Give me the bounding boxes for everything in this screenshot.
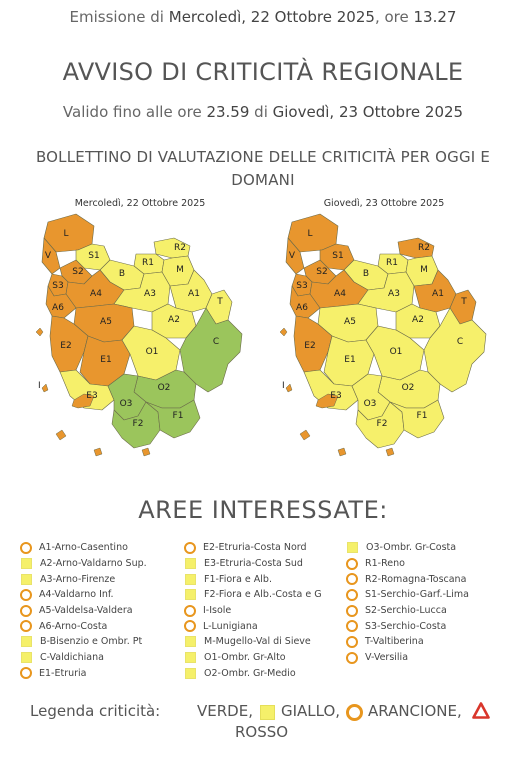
zone-label-f1: F1 xyxy=(172,411,184,421)
area-item xyxy=(184,571,322,587)
zone-label-e1: E1 xyxy=(100,355,112,365)
zone-label-s2: S2 xyxy=(72,267,84,277)
area-item xyxy=(346,634,469,650)
area-item xyxy=(20,556,147,572)
area-item xyxy=(20,571,147,587)
aree-title: AREE INTERESSATE: xyxy=(138,496,388,524)
zone-label-a2: A2 xyxy=(412,315,424,325)
zone-label-l: L xyxy=(63,229,69,239)
island-5 xyxy=(94,448,102,456)
area-item xyxy=(20,634,147,650)
orange-circle-icon xyxy=(346,558,358,570)
zone-label-f1: F1 xyxy=(416,411,428,421)
zone-label-s3: S3 xyxy=(296,281,308,291)
zone-label-i: I xyxy=(282,381,285,391)
emission-prefix: Emissione di xyxy=(69,8,169,26)
zone-label-b: B xyxy=(362,269,370,279)
area-label: A3-Arno-Firenze xyxy=(40,573,116,585)
zone-label-c: C xyxy=(456,337,464,347)
warning-triangle-icon xyxy=(472,702,490,723)
valid-prefix: Valido fino alle ore xyxy=(62,103,207,121)
zone-label-f2: F2 xyxy=(376,419,388,429)
map-today-svg xyxy=(34,212,246,458)
zone-label-a3: A3 xyxy=(388,289,400,299)
orange-circle-icon xyxy=(346,636,358,648)
orange-circle-icon xyxy=(184,605,196,617)
area-item xyxy=(20,650,147,666)
area-label: A5-Valdelsa-Valdera xyxy=(39,605,133,617)
island-4 xyxy=(56,430,66,440)
legend-arancione: ARANCIONE, xyxy=(368,702,462,720)
yellow-square-icon xyxy=(21,652,32,663)
area-label: V-Versilia xyxy=(365,652,409,664)
zone-label-a4: A4 xyxy=(90,289,102,299)
area-label: B-Bisenzio e Ombr. Pt xyxy=(40,636,143,648)
area-item xyxy=(20,603,147,619)
yellow-square-icon xyxy=(185,589,196,600)
orange-circle-icon xyxy=(346,573,358,585)
zone-label-r1: R1 xyxy=(142,258,154,268)
area-label: F2-Fiora e Alb.-Costa e G xyxy=(204,589,322,601)
zone-label-r2: R2 xyxy=(174,243,186,253)
orange-circle-icon xyxy=(346,605,358,617)
orange-circle-icon xyxy=(20,589,32,601)
legend-verde: VERDE, xyxy=(197,702,253,720)
area-label: O3-Ombr. Gr-Costa xyxy=(366,542,457,554)
emission-mid: , ore xyxy=(374,8,414,26)
zone-label-o2: O2 xyxy=(157,383,171,393)
zone-label-i: I xyxy=(38,381,41,391)
area-label: C-Valdichiana xyxy=(40,652,104,664)
area-item xyxy=(346,540,469,556)
area-label: E1-Etruria xyxy=(39,667,87,679)
zone-label-o3: O3 xyxy=(119,399,133,409)
area-item xyxy=(346,603,469,619)
area-label: R1-Reno xyxy=(365,558,405,570)
zone-label-t: T xyxy=(461,297,467,307)
orange-circle-icon xyxy=(20,667,32,679)
island-6 xyxy=(142,448,150,456)
valid-time: 23.59 xyxy=(206,103,250,121)
orange-circle-icon xyxy=(346,652,358,664)
area-label: A1-Arno-Casentino xyxy=(39,542,128,554)
areas-column-3 xyxy=(346,540,469,666)
map-tomorrow xyxy=(278,198,490,458)
yellow-square-icon xyxy=(185,636,196,647)
area-item xyxy=(20,587,147,603)
areas-column-2 xyxy=(184,540,322,681)
yellow-square-icon xyxy=(185,668,196,679)
zone-label-c: C xyxy=(212,337,220,347)
map-today xyxy=(34,198,246,458)
zone-label-a1: A1 xyxy=(432,289,444,299)
legend-rosso: ROSSO xyxy=(235,723,289,741)
area-item xyxy=(184,618,322,634)
area-label: E2-Etruria-Costa Nord xyxy=(203,542,307,554)
areas-column-1 xyxy=(20,540,147,681)
legend-giallo: GIALLO, xyxy=(281,702,341,720)
area-item xyxy=(20,618,147,634)
valid-mid: di xyxy=(249,103,273,121)
legend-label: Legenda criticità: xyxy=(30,702,161,720)
area-label: I-Isole xyxy=(203,605,232,617)
zone-label-r2: R2 xyxy=(418,243,430,253)
area-label: E3-Etruria-Costa Sud xyxy=(204,558,303,570)
yellow-square-icon xyxy=(21,558,32,569)
area-item xyxy=(184,603,322,619)
area-item xyxy=(20,540,147,556)
orange-circle-icon xyxy=(20,620,32,632)
emission-day: Mercoledì, 22 Ottobre 2025 xyxy=(168,8,375,26)
zone-label-a2: A2 xyxy=(168,315,180,325)
area-item xyxy=(184,650,322,666)
orange-circle-icon xyxy=(346,589,358,601)
zone-label-a6: A6 xyxy=(296,303,308,313)
area-label: S1-Serchio-Garf.-Lima xyxy=(365,589,469,601)
area-item xyxy=(184,634,322,650)
yellow-square-icon xyxy=(185,574,196,585)
area-item xyxy=(184,556,322,572)
orange-circle-icon xyxy=(346,620,358,632)
legend-orange-circle-icon xyxy=(346,704,363,721)
zone-label-s1: S1 xyxy=(332,251,344,261)
orange-circle-icon xyxy=(184,620,196,632)
map-today-date: Mercoledì, 22 Ottobre 2025 xyxy=(74,198,206,209)
zone-label-a4: A4 xyxy=(334,289,346,299)
area-item xyxy=(346,618,469,634)
yellow-square-icon xyxy=(21,574,32,585)
zone-label-s1: S1 xyxy=(88,251,100,261)
area-label: L-Lunigiana xyxy=(203,620,258,632)
emission-time: 13.27 xyxy=(413,8,457,26)
orange-circle-icon xyxy=(20,542,32,554)
area-item xyxy=(346,571,469,587)
area-label: A6-Arno-Costa xyxy=(39,620,108,632)
zone-label-r1: R1 xyxy=(386,258,398,268)
area-item xyxy=(346,587,469,603)
zone-label-s3: S3 xyxy=(52,281,64,291)
area-label: O2-Ombr. Gr-Medio xyxy=(204,667,296,679)
area-label: S3-Serchio-Costa xyxy=(365,620,447,632)
zone-label-f2: F2 xyxy=(132,419,144,429)
island-4 xyxy=(300,430,310,440)
zone-label-e3: E3 xyxy=(86,391,98,401)
area-label: T-Valtiberina xyxy=(365,636,424,648)
orange-circle-icon xyxy=(20,605,32,617)
yellow-square-icon xyxy=(185,652,196,663)
zone-label-a5: A5 xyxy=(100,317,112,327)
island-2 xyxy=(42,384,48,392)
area-item xyxy=(346,650,469,666)
area-label: R2-Romagna-Toscana xyxy=(365,573,467,585)
emission-line xyxy=(0,8,526,26)
zone-label-b: B xyxy=(118,269,126,279)
zone-label-m: M xyxy=(420,265,428,275)
yellow-square-icon xyxy=(185,558,196,569)
map-tomorrow-svg xyxy=(278,212,490,458)
valid-day: Giovedì, 23 Ottobre 2025 xyxy=(272,103,464,121)
zone-label-o2: O2 xyxy=(401,383,415,393)
zone-label-s2: S2 xyxy=(316,267,328,277)
area-item xyxy=(20,666,147,682)
island-5 xyxy=(338,448,346,456)
zone-label-v: V xyxy=(288,251,296,261)
zone-label-a1: A1 xyxy=(188,289,200,299)
bollettino-title: BOLLETTINO DI VALUTAZIONE DELLE CRITICITÀ PER OGGI E DOMANI xyxy=(35,148,491,189)
zone-label-o1: O1 xyxy=(145,347,159,357)
validity-line xyxy=(0,103,526,121)
area-item xyxy=(184,540,322,556)
zone-label-t: T xyxy=(217,297,223,307)
zone-label-e1: E1 xyxy=(344,355,356,365)
area-label: A2-Arno-Valdarno Sup. xyxy=(40,558,147,570)
zone-label-v: V xyxy=(44,251,52,261)
zone-label-a3: A3 xyxy=(144,289,156,299)
island-2 xyxy=(286,384,292,392)
zone-label-e2: E2 xyxy=(304,341,316,351)
area-label: M-Mugello-Val di Sieve xyxy=(204,636,311,648)
map-tomorrow-date: Giovedì, 23 Ottobre 2025 xyxy=(323,198,445,209)
zone-label-o1: O1 xyxy=(389,347,403,357)
area-item xyxy=(346,556,469,572)
zone-label-e3: E3 xyxy=(330,391,342,401)
area-label: F1-Fiora e Alb. xyxy=(204,573,272,585)
page-title: AVVISO DI CRITICITÀ REGIONALE xyxy=(62,58,464,86)
orange-circle-icon xyxy=(184,542,196,554)
zone-label-a5: A5 xyxy=(344,317,356,327)
area-label: O1-Ombr. Gr-Alto xyxy=(204,652,286,664)
island-6 xyxy=(386,448,394,456)
island-1 xyxy=(280,328,287,336)
area-label: S2-Serchio-Lucca xyxy=(365,605,447,617)
island-1 xyxy=(36,328,43,336)
zone-label-l: L xyxy=(307,229,313,239)
yellow-square-icon xyxy=(21,636,32,647)
area-item xyxy=(184,587,322,603)
zone-label-e2: E2 xyxy=(60,341,72,351)
yellow-square-icon xyxy=(347,542,358,553)
area-item xyxy=(184,666,322,682)
legend-yellow-square-icon xyxy=(260,705,275,720)
zone-label-a6: A6 xyxy=(52,303,64,313)
area-label: A4-Valdarno Inf. xyxy=(39,589,114,601)
zone-label-o3: O3 xyxy=(363,399,377,409)
zone-label-m: M xyxy=(176,265,184,275)
